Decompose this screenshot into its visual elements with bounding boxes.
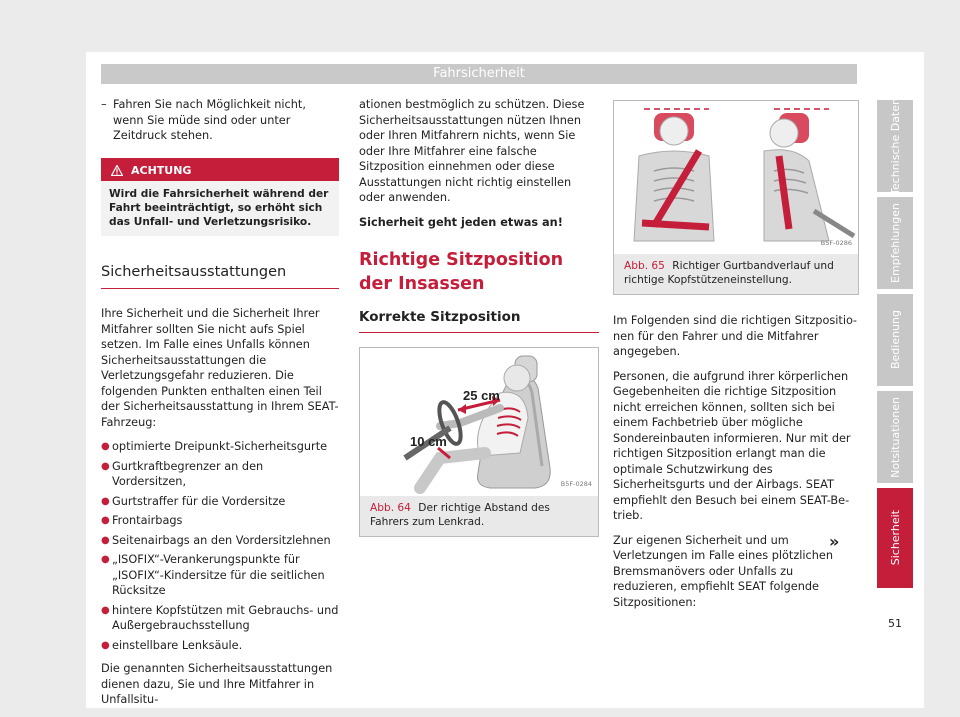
- tab-empfehlungen[interactable]: [877, 197, 913, 289]
- list-item: [101, 513, 339, 529]
- warning-triangle-icon: [111, 165, 123, 176]
- tab-notsituationen[interactable]: [877, 391, 913, 483]
- figure-code: B5F-0286: [820, 238, 852, 247]
- tab-sicherheit[interactable]: [877, 488, 913, 588]
- figure-code: B5F-0284: [560, 480, 592, 488]
- column-2: [359, 97, 599, 561]
- list-item-text: Seitenairbags an den Vordersitzlehnen: [112, 533, 331, 547]
- list-item: [101, 603, 339, 634]
- distance-25-label: 25 cm: [463, 387, 500, 403]
- tab-label: Bedienung: [888, 310, 902, 370]
- tab-label: Sicherheit: [888, 510, 902, 566]
- column-3: [613, 100, 859, 619]
- list-item-text: Gurtkraftbegrenzer an den Vordersitzen,: [112, 459, 264, 488]
- intro-paragraph: Ihre Sicherheit und die Sicherheit Ihrer Mitfahrer sollten Sie nicht aufs Spiel setzen. Im Falle eines Unfalls können Sicherheitsausstattungen die Verletzungsgefahr reduzieren. Die folgenden Punkten enthalten einen Teil der Sicherheitsausstattung in Ihrem SEAT-Fahrzeug:: [101, 307, 339, 429]
- list-item-text: „ISOFIX“-Verankerungspunkte für „ISOFIX“-Kindersitze für die seitlichen Rücksitze: [112, 553, 325, 597]
- warning-text: Wird die Fahrsicherheit während der Fahrt beeinträchtigt, so erhöht sich das Unfall- und Verletzungsrisiko.: [109, 188, 329, 228]
- bullet-icon: ●: [101, 639, 110, 651]
- bullet-icon: ●: [101, 554, 110, 565]
- figure-label: Abb. 64: [370, 501, 411, 514]
- page-number: 51: [888, 617, 902, 630]
- continue-marker: »: [829, 532, 840, 551]
- emphasis-paragraph: Sicherheit geht jeden etwas an!: [359, 215, 563, 229]
- distance-10-label: 10 cm: [410, 433, 447, 449]
- figure-image: [614, 101, 858, 254]
- bullet-icon: ●: [101, 515, 110, 526]
- tab-label: Notsituationen: [888, 396, 902, 478]
- paragraph: Personen, die aufgrund ihrer körperlichen Gegebenheiten die richtige Sitzposition nicht erreichen können, sollten sich bei einem Fachbetrieb über mögliche Sondereinbauten informieren. Nur mit der richtigen Sitzposition erlangt man die optimale Schutzwirkung des Sicherheitsgurts und der Airbags. SEAT empfiehlt den Besuch bei einem SEAT-Betrieb.: [613, 369, 851, 522]
- paragraph: ationen bestmöglich zu schützen. Diese Sicherheitsausstattungen nützen Ihnen oder Ihren Mitfahrern nichts, wenn Sie oder Ihre Mitfahrer eine falsche Sitzposition einnehmen oder diese Ausstattungen nicht richtig einstellen oder anwenden.: [359, 98, 585, 204]
- tab-bedienung[interactable]: [877, 294, 913, 386]
- list-item-text: hintere Kopfstützen mit Gebrauchs- und Außergebrauchsstellung: [112, 603, 339, 632]
- figure-caption: [360, 496, 598, 536]
- paragraph: Zur eigenen Sicherheit und um Verletzungen im Falle eines plötzlichen Bremsmanövers oder Unfalls zu reduzieren, empfiehlt SEAT folgende Sitzpositionen:: [613, 533, 834, 609]
- list-item-text: Frontairbags: [112, 514, 183, 527]
- figure-65: [613, 100, 859, 295]
- subsection-title: Korrekte Sitzposition: [359, 310, 599, 333]
- tab-label: Empfehlungen: [888, 203, 902, 283]
- list-item-text: Gurtstraffer für die Vordersitze: [112, 494, 286, 508]
- figure-caption-text: Richtiger Gurtbandverlauf und richtige Kopfstützeneinstellung.: [624, 260, 834, 286]
- dash-marker: –: [101, 98, 107, 111]
- figure-label: Abb. 65: [624, 260, 665, 272]
- figure-caption-text: Der richtige Abstand des Fahrers zum Lenkrad.: [370, 501, 550, 528]
- section-title: Sicherheitsausstattungen: [101, 262, 339, 289]
- figure-caption: [614, 254, 858, 294]
- warning-box: [101, 158, 339, 237]
- bullet-icon: ●: [101, 441, 110, 452]
- figure-image: [360, 348, 598, 496]
- dash-list-item: [101, 97, 339, 144]
- bullet-icon: ●: [101, 534, 110, 546]
- paragraph: Im Folgenden sind die richtigen Sitzpositionen für den Fahrer und die Mitfahrer angegeben.: [613, 314, 857, 358]
- driver-seat-illustration: [360, 348, 600, 496]
- bullet-icon: ●: [101, 495, 110, 507]
- safety-equipment-list: [101, 439, 339, 653]
- tab-technische-daten[interactable]: [877, 97, 913, 195]
- page-header: Fahrsicherheit: [101, 64, 857, 84]
- tab-label: Technische Daten: [888, 97, 902, 195]
- dash-item-text: Fahren Sie nach Möglichkeit nicht, wenn Sie müde sind oder unter Zeitdruck stehen.: [113, 98, 306, 142]
- warning-header: [101, 160, 339, 182]
- list-item-text: optimierte Dreipunkt-Sicherheitsgurte: [112, 440, 328, 453]
- warning-title: ACHTUNG: [131, 163, 192, 177]
- list-item: [101, 638, 339, 654]
- seatbelt-headrest-illustration: [614, 101, 860, 254]
- bullet-icon: ●: [101, 460, 110, 472]
- list-item: [101, 439, 339, 455]
- list-item: [101, 533, 339, 549]
- outro-paragraph: Die genannten Sicherheitsausstattungen dienen dazu, Sie und Ihre Mitfahrer in Unfallsitu-: [101, 662, 333, 706]
- bullet-icon: ●: [101, 604, 110, 616]
- list-item: [101, 494, 339, 510]
- list-item-text: einstellbare Lenksäule.: [112, 638, 243, 652]
- chapter-title: Richtige Sitzposition der Insassen: [359, 250, 564, 294]
- column-1: [101, 97, 339, 717]
- figure-64: [359, 347, 599, 537]
- list-item: [101, 459, 339, 490]
- list-item: [101, 552, 339, 599]
